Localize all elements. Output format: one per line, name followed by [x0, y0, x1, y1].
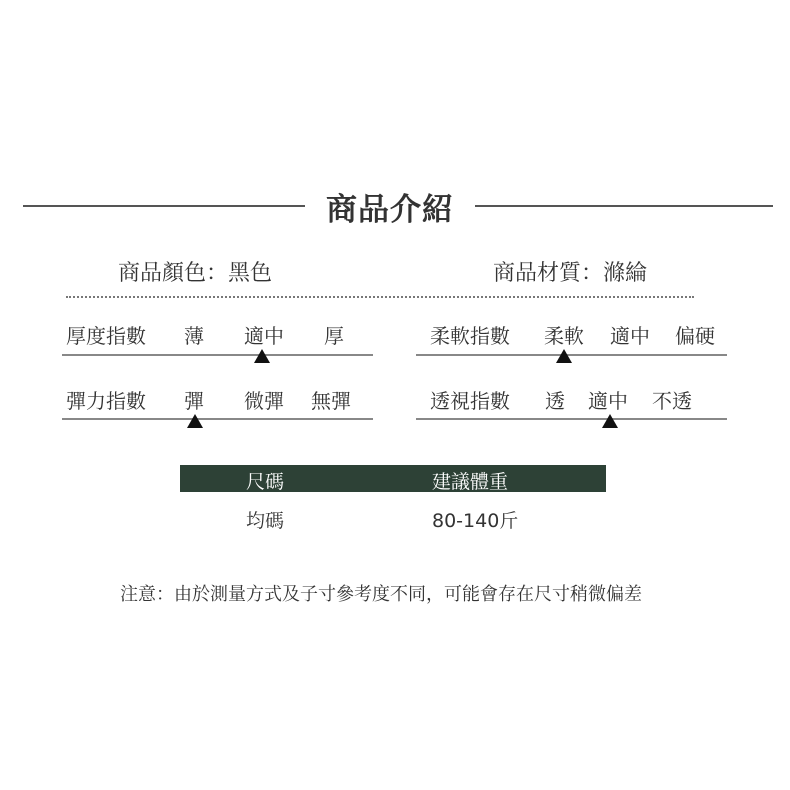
- product-color: 商品顏色：黑色: [118, 261, 273, 286]
- elasticity-option-stretch: 彈: [184, 389, 204, 413]
- softness-option-medium: 適中: [610, 324, 650, 348]
- page-title: 商品介紹: [326, 192, 454, 228]
- weight-cell: 80-140斤: [432, 510, 519, 532]
- thickness-option-thin: 薄: [184, 324, 204, 348]
- thickness-marker-icon: [254, 349, 270, 363]
- softness-option-soft: 柔軟: [544, 324, 584, 348]
- elasticity-underline: [62, 418, 373, 420]
- size-column-header: 尺碼: [246, 471, 285, 493]
- product-material: 商品材質：滌綸: [493, 261, 648, 286]
- transparency-underline: [416, 418, 727, 420]
- transparency-option-sheer: 透: [545, 389, 565, 413]
- softness-marker-icon: [556, 349, 572, 363]
- size-table-header: [180, 465, 606, 492]
- transparency-option-opaque: 不透: [652, 389, 692, 413]
- transparency-label: 透視指數: [430, 389, 510, 413]
- transparency-option-medium: 適中: [588, 389, 628, 413]
- title-rule-left: [23, 205, 305, 207]
- elasticity-label: 彈力指數: [66, 389, 146, 413]
- thickness-option-medium: 適中: [244, 324, 284, 348]
- elasticity-option-none: 無彈: [311, 389, 351, 413]
- thickness-option-thick: 厚: [324, 324, 344, 348]
- dotted-divider: [66, 296, 694, 298]
- elasticity-option-slight: 微彈: [244, 389, 284, 413]
- weight-column-header: 建議體重: [432, 471, 509, 493]
- softness-option-hard: 偏硬: [675, 324, 715, 348]
- thickness-label: 厚度指數: [66, 324, 146, 348]
- size-cell: 均碼: [246, 510, 285, 532]
- size-note: 注意：由於測量方式及子寸參考度不同，可能會存在尺寸稍微偏差: [120, 584, 642, 605]
- transparency-marker-icon: [602, 414, 618, 428]
- title-rule-right: [475, 205, 773, 207]
- thickness-underline: [62, 354, 373, 356]
- softness-label: 柔軟指數: [430, 324, 510, 348]
- elasticity-marker-icon: [187, 414, 203, 428]
